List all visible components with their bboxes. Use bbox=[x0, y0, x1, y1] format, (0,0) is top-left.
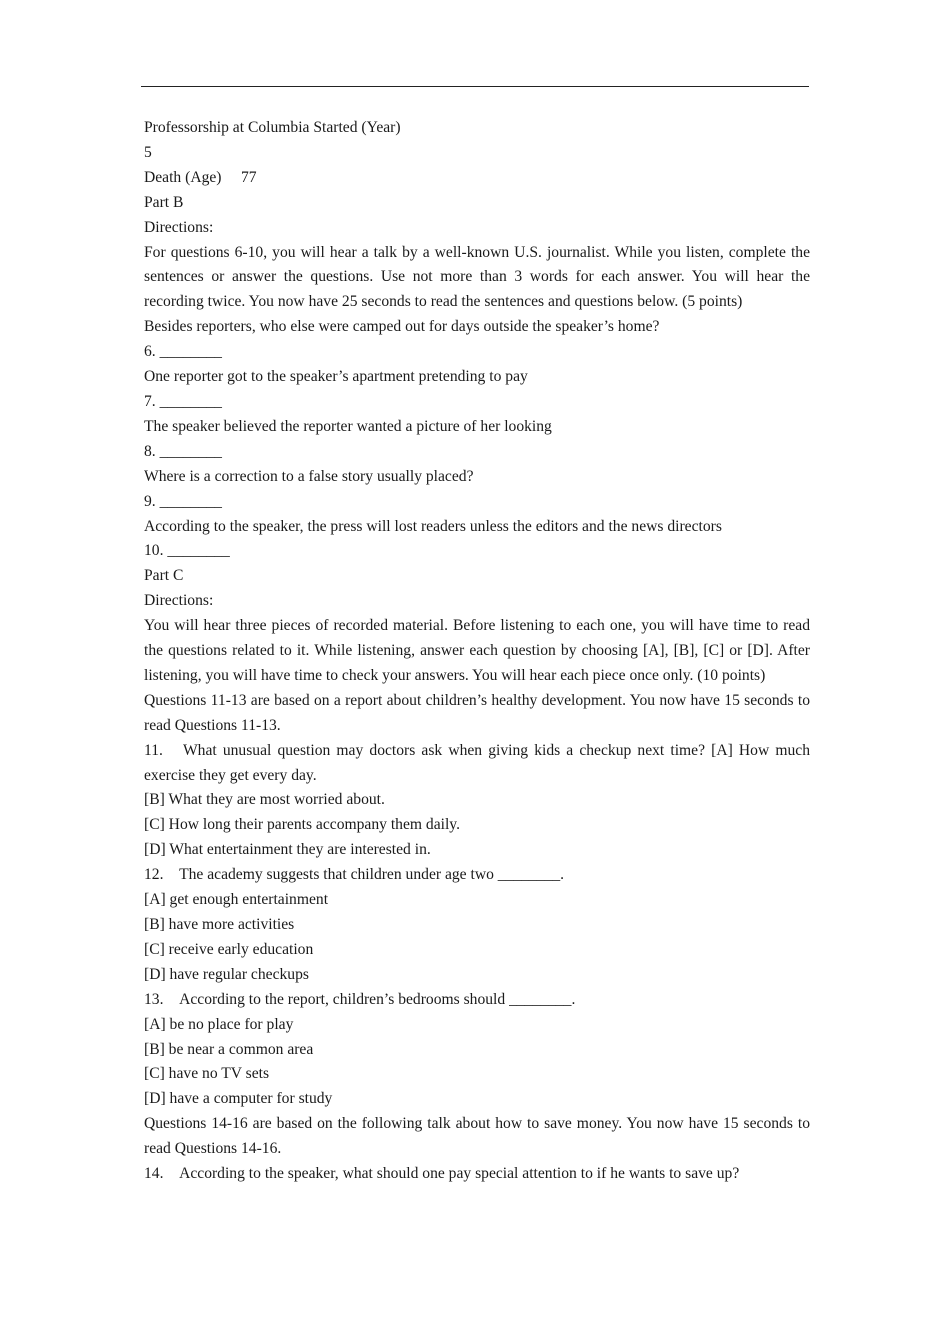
question-prompt: According to the speaker, the press will lost readers unless the editors and the news directors bbox=[144, 517, 722, 535]
table-row-death-age: Death (Age) 77 bbox=[144, 168, 257, 186]
question-prompt: Besides reporters, who else were camped out for days outside the speaker’s home? bbox=[144, 318, 660, 336]
answer-option: [C] How long their parents accompany them daily. bbox=[144, 816, 460, 834]
question-prompt: One reporter got to the speaker’s apartment pretending to pay bbox=[144, 368, 528, 386]
document-body bbox=[144, 116, 810, 1187]
question-prompt: Where is a correction to a false story usually placed? bbox=[144, 467, 474, 485]
answer-option: [B] be near a common area bbox=[144, 1040, 314, 1058]
answer-option: [D] What entertainment they are interested in. bbox=[144, 841, 431, 859]
answer-option: [C] have no TV sets bbox=[144, 1065, 270, 1083]
answer-blank: 8. ________ bbox=[144, 442, 222, 460]
answer-option: [B] have more activities bbox=[144, 916, 295, 933]
question-prompt: The speaker believed the reporter wanted a picture of her looking bbox=[144, 417, 552, 435]
answer-blank: 9. ________ bbox=[144, 492, 222, 510]
directions-paragraph: You will hear three pieces of recorded material. Before listening to each one, you will have time to read the questions related to it. While listening, answer each question by choosing [A], [B], [C] or [D]. After listening, you will have time to check your answers. You will hear each piece once only. (10 points) bbox=[144, 617, 810, 684]
answer-option: [D] have a computer for study bbox=[144, 1090, 333, 1108]
question-item: 11. What unusual question may doctors ask when giving kids a checkup next time? [A] How much exercise they get every day. bbox=[144, 741, 810, 784]
answer-option: [B] What they are most worried about. bbox=[144, 791, 385, 809]
answer-blank: 10. ________ bbox=[144, 542, 230, 560]
question-item: 13. According to the report, children’s bedrooms should ________. bbox=[144, 990, 576, 1008]
header-rule bbox=[141, 86, 809, 87]
answer-option: [A] be no place for play bbox=[144, 1015, 294, 1033]
answer-option: [C] receive early education bbox=[144, 940, 314, 958]
question-group-intro: Questions 11-13 are based on a report about children’s healthy development. You now have 15 seconds to read Questions 11-13. bbox=[144, 691, 810, 734]
answer-blank: 7. ________ bbox=[144, 392, 222, 410]
table-value-year: 5 bbox=[144, 143, 152, 161]
question-item: 12. The academy suggests that children under age two ________. bbox=[144, 866, 565, 884]
directions-paragraph: For questions 6-10, you will hear a talk by a well-known U.S. journalist. While you listen, complete the sentences or answer the questions. Use not more than 3 words for each answer. You will hear the recording twice. You now have 25 seconds to read the sentences and questions below. (5 points) bbox=[144, 243, 810, 311]
directions-label: Directions: bbox=[144, 592, 214, 610]
answer-option: [D] have regular checkups bbox=[144, 965, 309, 983]
answer-option: [A] get enough entertainment bbox=[144, 891, 329, 909]
answer-blank: 6. ________ bbox=[144, 343, 222, 361]
table-row-professorship: Professorship at Columbia Started (Year) bbox=[144, 119, 401, 136]
directions-label: Directions: bbox=[144, 218, 214, 236]
question-item: 14. According to the speaker, what should one pay special attention to if he wants to save up? bbox=[144, 1165, 740, 1183]
question-group-intro: Questions 14-16 are based on the following talk about how to save money. You now have 15 seconds to read Questions 14-16. bbox=[144, 1115, 810, 1158]
section-heading-part-c: Part C bbox=[144, 567, 184, 585]
section-heading-part-b: Part B bbox=[144, 193, 184, 211]
